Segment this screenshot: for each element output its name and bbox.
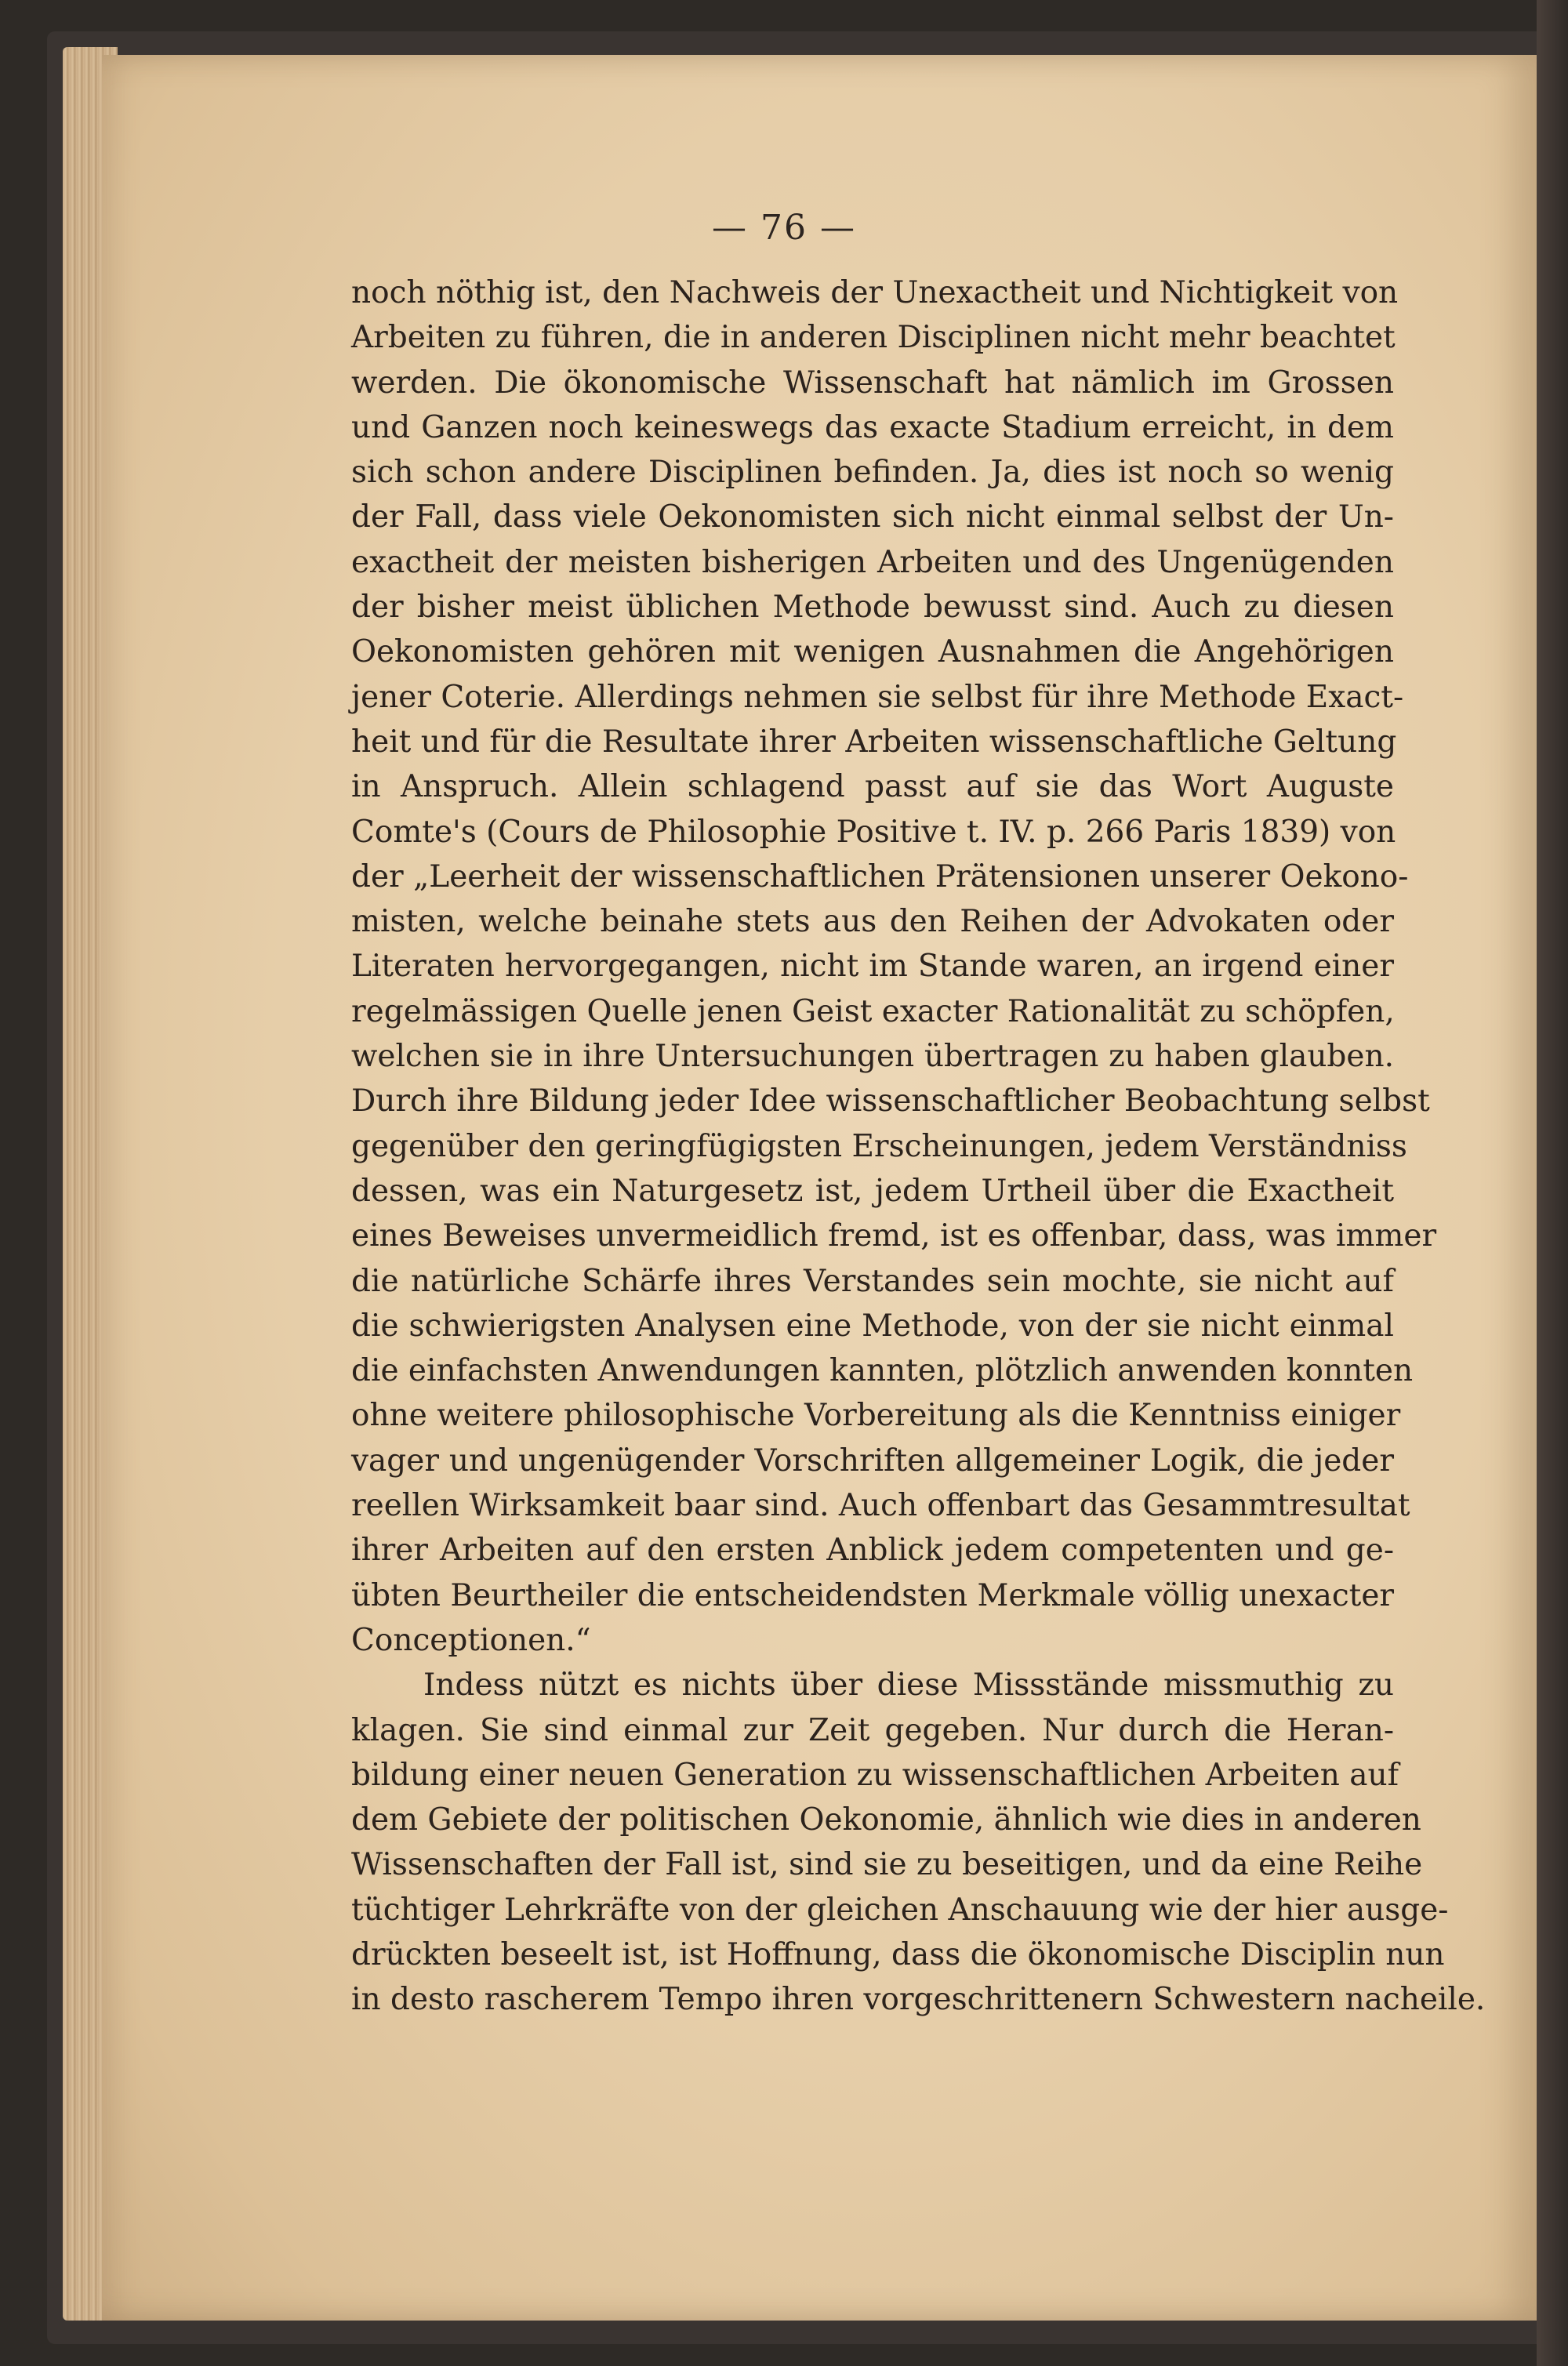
text-line: reellen Wirksamkeit baar sind. Auch offenbart das Gesammtresultat bbox=[351, 1488, 1410, 1524]
text-line: eines Beweises unvermeidlich fremd, ist es offenbar, dass, was immer bbox=[351, 1218, 1437, 1254]
text-line: tüchtiger Lehrkräfte von der gleichen Anschauung wie der hier ausge- bbox=[351, 1892, 1449, 1928]
text-line: sich schon andere Disciplinen befinden. Ja, dies ist noch so wenig bbox=[351, 455, 1394, 491]
text-line: der „Leerheit der wissenschaftlichen Prätensionen unserer Oekono- bbox=[351, 858, 1409, 895]
text-line: Wissenschaften der Fall ist, sind sie zu beseitigen, und da eine Reihe bbox=[351, 1847, 1423, 1883]
text-line: die einfachsten Anwendungen kannten, plötzlich anwenden konnten bbox=[351, 1353, 1414, 1389]
text-line: werden. Die ökonomische Wissenschaft hat nämlich im Grossen bbox=[351, 365, 1394, 401]
text-line: regelmässigen Quelle jenen Geist exacter Rationalität zu schöpfen, bbox=[351, 993, 1395, 1029]
text-line: dessen, was ein Naturgesetz ist, jedem Urtheil über die Exactheit bbox=[351, 1173, 1394, 1209]
text-line: ihrer Arbeiten auf den ersten Anblick jedem competenten und ge- bbox=[351, 1533, 1394, 1569]
text-line: Durch ihre Bildung jeder Idee wissenschaftlicher Beobachtung selbst bbox=[351, 1083, 1430, 1119]
text-line: der Fall, dass viele Oekonomisten sich nicht einmal selbst der Un- bbox=[351, 499, 1394, 535]
right-margin-strip bbox=[1537, 0, 1568, 2366]
text-line: und Ganzen noch keineswegs das exacte Stadium erreicht, in dem bbox=[351, 409, 1394, 445]
text-line: in Anspruch. Allein schlagend passt auf sie das Wort Auguste bbox=[351, 769, 1394, 805]
text-line: drückten beseelt ist, ist Hoffnung, dass die ökonomische Disciplin nun bbox=[351, 1936, 1445, 1972]
text-line: Indess nützt es nichts über diese Missstände missmuthig zu bbox=[423, 1667, 1394, 1704]
text-line: gegenüber den geringfügigsten Erscheinungen, jedem Verständniss bbox=[351, 1128, 1407, 1164]
text-line: Arbeiten zu führen, die in anderen Disciplinen nicht mehr beachtet bbox=[351, 320, 1396, 356]
page-number: — 76 — bbox=[712, 208, 856, 248]
paragraph bbox=[351, 1663, 1486, 2022]
text-line: die schwierigsten Analysen eine Methode, von der sie nicht einmal bbox=[351, 1308, 1394, 1344]
text-line: vager und ungenügender Vorschriften allgemeiner Logik, die jeder bbox=[351, 1442, 1394, 1479]
text-line: ohne weitere philosophische Vorbereitung als die Kenntniss einiger bbox=[351, 1398, 1401, 1434]
text-line: bildung einer neuen Generation zu wissenschaftlichen Arbeiten auf bbox=[351, 1757, 1399, 1793]
text-line: heit und für die Resultate ihrer Arbeiten wissenschaftliche Geltung bbox=[351, 724, 1397, 760]
text-line: in desto rascherem Tempo ihren vorgeschrittenern Schwestern nacheile. bbox=[351, 1982, 1486, 2018]
text-line: exactheit der meisten bisherigen Arbeiten und des Ungenügenden bbox=[351, 544, 1394, 580]
paragraph bbox=[351, 270, 1437, 1663]
body-text bbox=[351, 270, 1486, 2023]
text-line: der bisher meist üblichen Methode bewusst sind. Auch zu diesen bbox=[351, 590, 1394, 626]
text-line: noch nöthig ist, den Nachweis der Unexactheit und Nichtigkeit von bbox=[351, 275, 1399, 310]
text-line: übten Beurtheiler die entscheidendsten Merkmale völlig unexacter bbox=[351, 1577, 1395, 1613]
text-line: die natürliche Schärfe ihres Verstandes sein mochte, sie nicht auf bbox=[351, 1263, 1394, 1299]
text-line: jener Coterie. Allerdings nehmen sie selbst für ihre Methode Exact- bbox=[351, 679, 1404, 715]
text-line: welchen sie in ihre Untersuchungen übertragen zu haben glauben. bbox=[351, 1039, 1394, 1075]
text-line: Literaten hervorgegangen, nicht im Stande waren, an irgend einer bbox=[351, 949, 1394, 985]
text-line: Oekonomisten gehören mit wenigen Ausnahmen die Angehörigen bbox=[351, 634, 1394, 670]
text-line: Conceptionen.“ bbox=[351, 1622, 591, 1658]
text-line: Comte's (Cours de Philosophie Positive t. IV. p. 266 Paris 1839) von bbox=[351, 814, 1396, 850]
text-line: misten, welche beinahe stets aus den Reihen der Advokaten oder bbox=[351, 904, 1394, 940]
text-line: klagen. Sie sind einmal zur Zeit gegeben. Nur durch die Heran- bbox=[351, 1712, 1394, 1748]
text-line: dem Gebiete der politischen Oekonomie, ähnlich wie dies in anderen bbox=[351, 1802, 1421, 1838]
